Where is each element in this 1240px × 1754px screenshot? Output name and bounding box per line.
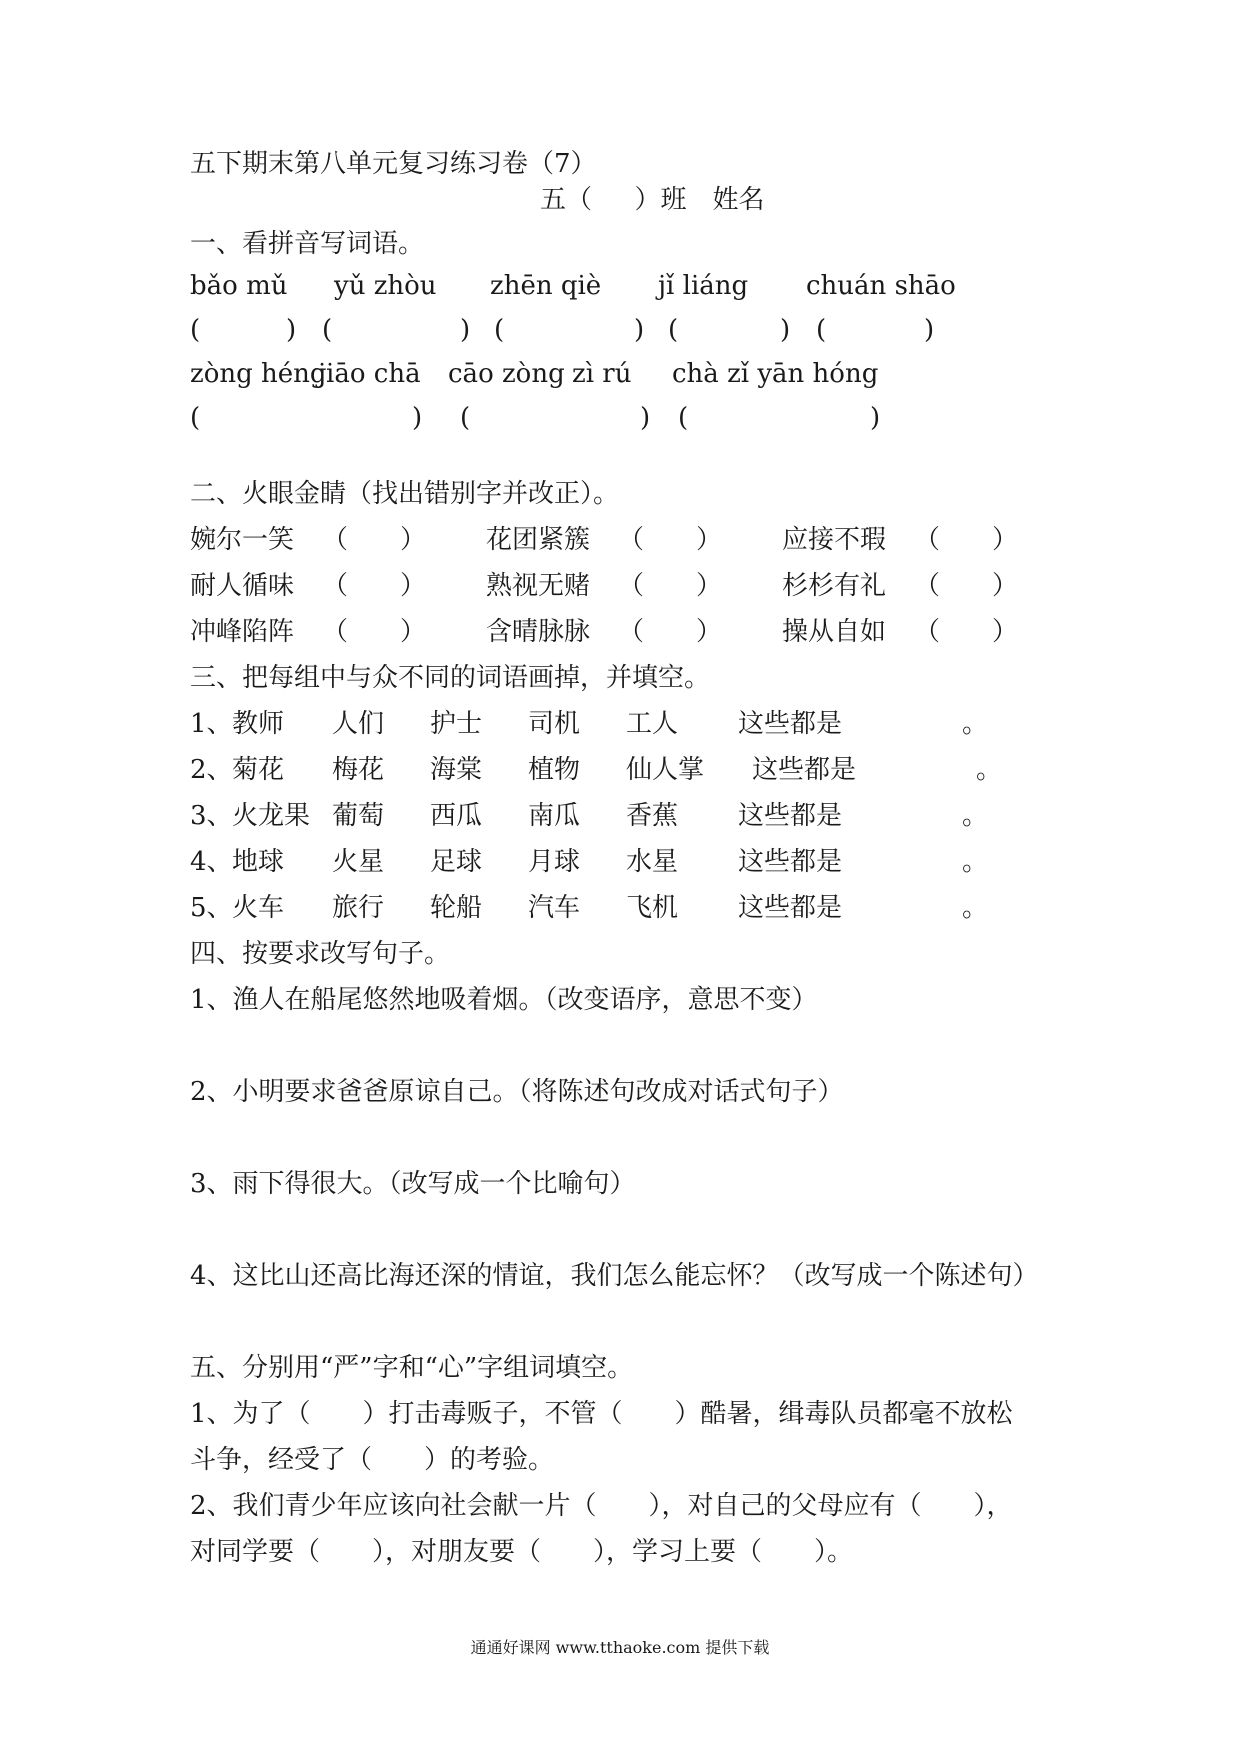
- answer-paren: (: [816, 315, 827, 345]
- odd-word-option: 旅行: [332, 893, 385, 923]
- section2-heading: 二、火眼金睛（找出错别字并改正）。: [190, 479, 620, 509]
- row-number: 1、: [190, 709, 233, 739]
- odd-word-option: 司机: [528, 709, 581, 739]
- odd-word-option: 火星: [332, 847, 385, 877]
- period: 。: [962, 893, 989, 923]
- answer-paren: (: [190, 315, 201, 345]
- download-credit: 通通好课网 www.tthaoke.com 提供下载: [470, 1638, 770, 1657]
- answer-paren: ): [286, 315, 297, 345]
- typo-word: 杉杉有礼: [782, 571, 887, 601]
- answer-paren: (: [460, 403, 471, 433]
- row-number: 3、: [190, 801, 233, 831]
- odd-word-option: 火车: [232, 893, 285, 923]
- odd-word-option: 人们: [332, 709, 385, 739]
- odd-word-option: 梅花: [332, 755, 385, 785]
- category-prompt: 这些都是: [738, 801, 843, 831]
- typo-paren: （ ）: [914, 617, 1019, 647]
- category-prompt: 这些都是: [738, 893, 843, 923]
- row-number: 4、: [190, 847, 233, 877]
- typo-word: 应接不瑕: [782, 525, 887, 555]
- category-prompt: 这些都是: [752, 755, 857, 785]
- rewrite-item-1: 1、渔人在船尾悠然地吸着烟。（改变语序，意思不变）: [190, 985, 818, 1015]
- typo-paren: （ ）: [914, 525, 1019, 555]
- answer-paren: (: [322, 315, 333, 345]
- odd-word-option: 南瓜: [528, 801, 581, 831]
- odd-word-option: 葡萄: [332, 801, 385, 831]
- pinyin-9: zì rú: [572, 359, 632, 389]
- odd-word-option: 菊花: [232, 755, 285, 785]
- row-number: 5、: [190, 893, 233, 923]
- typo-word: 耐人循味: [190, 571, 295, 601]
- answer-paren: ): [412, 403, 423, 433]
- odd-word-option: 汽车: [528, 893, 581, 923]
- period: 。: [962, 801, 989, 831]
- typo-paren: （ ）: [322, 617, 427, 647]
- answer-paren: ): [870, 403, 881, 433]
- answer-paren: ): [924, 315, 935, 345]
- odd-word-option: 月球: [528, 847, 581, 877]
- answer-paren: (: [668, 315, 679, 345]
- odd-word-option: 飞机: [626, 893, 679, 923]
- fill-line: 1、为了（ ）打击毒贩子，不管（ ）酷暑，缉毒队员都毫不放松: [190, 1399, 1013, 1429]
- typo-word: 婉尔一笑: [190, 525, 295, 555]
- answer-paren: ): [634, 315, 645, 345]
- worksheet-title: 五下期末第八单元复习练习卷（7）: [190, 149, 597, 179]
- typo-paren: （ ）: [914, 571, 1019, 601]
- section3-heading: 三、把每组中与众不同的词语画掉，并填空。: [190, 663, 711, 693]
- typo-paren: （ ）: [618, 571, 723, 601]
- odd-word-option: 植物: [528, 755, 581, 785]
- pinyin-3: zhēn qiè: [490, 271, 602, 301]
- typo-paren: （ ）: [618, 525, 723, 555]
- fill-line: 2、我们青少年应该向社会献一片（ ），对自己的父母应有（ ），: [190, 1491, 1013, 1521]
- rewrite-item-4: 4、这比山还高比海还深的情谊，我们怎么能忘怀？（改写成一个陈述句）: [190, 1261, 1039, 1291]
- answer-paren: (: [494, 315, 505, 345]
- section4-heading: 四、按要求改写句子。: [190, 939, 451, 969]
- period: 。: [976, 755, 1003, 785]
- odd-word-option: 工人: [626, 709, 679, 739]
- rewrite-item-3: 3、雨下得很大。（改写成一个比喻句）: [190, 1169, 636, 1199]
- odd-word-option: 火龙果: [232, 801, 311, 831]
- category-prompt: 这些都是: [738, 709, 843, 739]
- odd-word-option: 西瓜: [430, 801, 483, 831]
- odd-word-option: 海棠: [430, 755, 483, 785]
- answer-paren: (: [678, 403, 689, 433]
- rewrite-item-2: 2、小明要求爸爸原谅自己。（将陈述句改成对话式句子）: [190, 1077, 844, 1107]
- pinyin-5: chuán shāo: [806, 271, 956, 301]
- row-number: 2、: [190, 755, 233, 785]
- typo-word: 含晴脉脉: [486, 617, 591, 647]
- odd-word-option: 水星: [626, 847, 679, 877]
- typo-word: 花团紧簇: [486, 525, 591, 555]
- fill-line: 斗争，经受了（ ）的考验。: [190, 1445, 555, 1475]
- pinyin-6: zòng héng: [190, 359, 327, 389]
- pinyin-4: jǐ liáng: [658, 271, 749, 301]
- odd-word-option: 护士: [430, 709, 483, 739]
- odd-word-option: 地球: [232, 847, 285, 877]
- period: 。: [962, 709, 989, 739]
- odd-word-option: 教师: [232, 709, 285, 739]
- typo-word: 操从自如: [782, 617, 887, 647]
- section5-heading: 五、分别用“严”字和“心”字组词填空。: [190, 1353, 634, 1383]
- section1-heading: 一、看拼音写词语。: [190, 229, 425, 259]
- odd-word-option: 香蕉: [626, 801, 679, 831]
- odd-word-option: 足球: [430, 847, 483, 877]
- pinyin-7: jiāo chā: [318, 359, 421, 389]
- odd-word-option: 轮船: [430, 893, 483, 923]
- category-prompt: 这些都是: [738, 847, 843, 877]
- answer-paren: ): [460, 315, 471, 345]
- typo-paren: （ ）: [618, 617, 723, 647]
- typo-word: 冲峰陷阵: [190, 617, 295, 647]
- pinyin-2: yǔ zhòu: [334, 271, 437, 301]
- odd-word-option: 仙人掌: [626, 755, 705, 785]
- fill-line: 对同学要（ ），对朋友要（ ），学习上要（ ）。: [190, 1537, 854, 1567]
- pinyin-8: cāo zòng: [448, 359, 565, 389]
- typo-paren: （ ）: [322, 571, 427, 601]
- pinyin-10: chà zǐ yān hóng: [672, 359, 879, 389]
- answer-paren: ): [780, 315, 791, 345]
- answer-paren: (: [190, 403, 201, 433]
- typo-paren: （ ）: [322, 525, 427, 555]
- answer-paren: ): [640, 403, 651, 433]
- pinyin-1: bǎo mǔ: [190, 271, 288, 301]
- period: 。: [962, 847, 989, 877]
- class-name-line: 五（ ）班 姓名: [540, 185, 765, 215]
- typo-word: 熟视无赌: [486, 571, 591, 601]
